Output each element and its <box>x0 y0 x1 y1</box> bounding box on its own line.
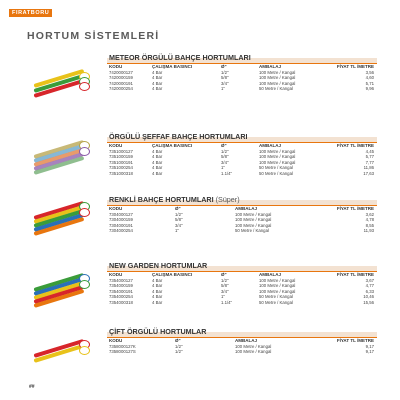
hose-image <box>34 133 89 173</box>
table-row: 7351000254 4 Bar 1" 50 Metre / Kangal 11,86 <box>109 165 374 171</box>
price-table <box>107 326 377 355</box>
section-title: ÇİFT ÖRGÜLÜ HORTUMLAR <box>109 327 207 336</box>
table-row: 7351000191 4 Bar 3/4" 100 Metre / Kangal 7,77 <box>109 159 374 165</box>
section-header <box>107 131 377 143</box>
table-row: 7420000191 4 Bar 3/4" 100 Metre / Kangal 5,71 <box>109 80 374 86</box>
table-row: 7420000127 4 Bar 1/2" 100 Metre / Kangal 3,56 <box>109 70 374 75</box>
section-title: ÖRGÜLÜ ŞEFFAF BAHÇE HORTUMLARI <box>109 132 248 141</box>
table-row: 7358000127K 1/2" 100 Metre / Kangal 9,17 <box>109 344 374 349</box>
table-row: 7420000159 4 Bar 5/8" 100 Metre / Kangal 4,60 <box>109 75 374 81</box>
table-row: 7354000127 4 Bar 1/2" 100 Metre / Kangal 3,67 <box>109 278 374 283</box>
table-header: KODU Ø" AMBALAJ FİYAT TL /METRE <box>109 338 374 343</box>
price-table <box>107 52 377 92</box>
price-table <box>107 260 377 305</box>
table-row: 7351000127 4 Bar 1/2" 100 Metre / Kangal 4,45 <box>109 149 374 154</box>
section-meteor <box>27 52 377 112</box>
table-row: 7354000318 4 Bar 1.1/4" 50 Metre / Kangal 15,56 <box>109 299 374 305</box>
table-row: 7351000159 4 Bar 5/8" 100 Metre / Kangal 5,77 <box>109 154 374 160</box>
table-row: 7354000254 4 Bar 1" 50 Metre / Kangal 10,46 <box>109 294 374 300</box>
hose-image <box>34 328 89 368</box>
section-title: METEOR ÖRGÜLÜ BAHÇE HORTUMLARI <box>109 53 251 62</box>
table-header: KODU Ø" AMBALAJ FİYAT TL /METRE <box>109 206 374 211</box>
table-row: 7304000191 3/4" 100 Metre / Kangal 8,55 <box>109 222 374 228</box>
price-table <box>107 194 377 234</box>
section-seffaf <box>27 123 377 183</box>
hose-image <box>34 60 89 100</box>
section-new-garden <box>27 260 377 320</box>
table-row: 7304000254 1" 50 Metre / Kangal 11,93 <box>109 228 374 234</box>
table-row: 7420000254 4 Bar 1" 50 Metre / Kangal 9,96 <box>109 86 374 92</box>
brand-logo: FIRATBORU <box>9 9 52 17</box>
page-title: HORTUM SİSTEMLERİ <box>27 30 160 42</box>
section-title: NEW GARDEN HORTUMLAR <box>109 261 208 270</box>
section-title: RENKLİ BAHÇE HORTUMLARI (Süper) <box>109 195 240 204</box>
page-number: ## <box>29 384 35 390</box>
table-row: 7354000191 4 Bar 3/4" 100 Metre / Kangal 6,33 <box>109 288 374 294</box>
table-row: 7304000159 5/8" 100 Metre / Kangal 4,78 <box>109 217 374 223</box>
section-header <box>107 326 377 338</box>
section-header <box>107 194 377 206</box>
hose-image <box>34 266 89 306</box>
table-header: KODU ÇALIŞMA BASINCI Ø" AMBALAJ FİYAT TL /METRE <box>109 143 374 148</box>
section-header <box>107 52 377 64</box>
table-row: 7354000159 4 Bar 5/8" 100 Metre / Kangal 4,77 <box>109 283 374 289</box>
price-table <box>107 131 377 176</box>
table-row: 7351000318 4 Bar 1.1/4" 50 Metre / Kangal 17,63 <box>109 170 374 176</box>
table-row: 7304000127 1/2" 100 Metre / Kangal 3,62 <box>109 212 374 217</box>
section-renkli <box>27 194 377 254</box>
section-cift-orgulu <box>27 326 377 386</box>
table-header: KODU ÇALIŞMA BASINCI Ø" AMBALAJ FİYAT TL /METRE <box>109 64 374 69</box>
section-header <box>107 260 377 272</box>
table-header: KODU ÇALIŞMA BASINCI Ø" AMBALAJ FİYAT TL /METRE <box>109 272 374 277</box>
table-row: 7358000127S 1/2" 100 Metre / Kangal 9,17 <box>109 349 374 355</box>
hose-image <box>34 196 89 236</box>
